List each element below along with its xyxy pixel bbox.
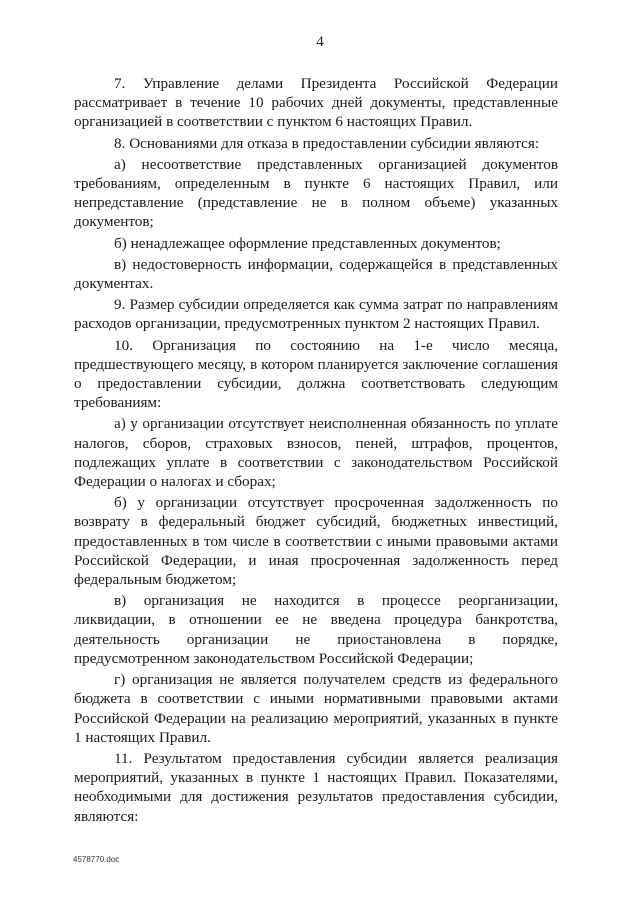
paragraph-11: 11. Результатом предоставления субсидии является реализация мероприятий, указанных в пункте 1 настоящих Правил. Показателями, необходимыми для достижения результатов предоставления субсидии, являются: bbox=[74, 749, 558, 825]
paragraph-8b: б) ненадлежащее оформление представленных документов; bbox=[114, 234, 501, 252]
paragraph-8: 8. Основаниями для отказа в предоставлении субсидии являются: bbox=[114, 134, 540, 152]
paragraph-10b: б) у организации отсутствует просроченная задолженность по возврату в федеральный бюджет субсидий, бюджетных инвестиций, предоставленных в том числе в соответствии с иными правовыми актами Российской Федерации, и иная просроченная задолженность перед федеральным бюджетом; bbox=[74, 494, 558, 589]
paragraph-9: 9. Размер субсидии определяется как сумма затрат по направлениям расходов организации, предусмотренных пунктом 2 настоящих Правил. bbox=[74, 296, 558, 333]
paragraph-7: 7. Управление делами Президента Российской Федерации рассматривает в течение 10 рабочих дней документы, представленные организацией в соответствии с пунктом 6 настоящих Правил. bbox=[74, 75, 558, 131]
paragraph-8v: в) недостоверность информации, содержащейся в представленных документах. bbox=[74, 255, 558, 293]
paragraph-10v: в) организация не находится в процессе реорганизации, ликвидации, в отношении ее не введена процедура банкротства, деятельность организации не приостановлена в порядке, предусмотренном законодательством Российской Федерации; bbox=[74, 592, 558, 667]
document-file-code: 4578770.doc bbox=[73, 855, 120, 864]
paragraph-10a: а) у организации отсутствует неисполненная обязанность по уплате налогов, сборов, страховых взносов, пеней, штрафов, процентов, подлежащих уплате в соответствии с законодательством Российской Федерации о налогах и сборах; bbox=[74, 415, 558, 491]
paragraph-8a: а) несоответствие представленных организацией документов требованиям, определенным в пункте 6 настоящих Правил, или непредставление (представление не в полном объеме) указанных документов; bbox=[74, 155, 558, 231]
document-body bbox=[74, 74, 558, 828]
paragraph-10: 10. Организация по состоянию на 1-е число месяца, предшествующего месяцу, в котором планируется заключение соглашения о предоставлении субсидии, должна соответствовать следующим требованиям: bbox=[74, 336, 558, 412]
page-number: 4 bbox=[316, 34, 324, 50]
paragraph-10g: г) организация не является получателем средств из федерального бюджета в соответствии с иными нормативными правовыми актами Российской Федерации на реализацию мероприятий, указанных в пункте 1 настоящих Правил. bbox=[74, 671, 558, 746]
